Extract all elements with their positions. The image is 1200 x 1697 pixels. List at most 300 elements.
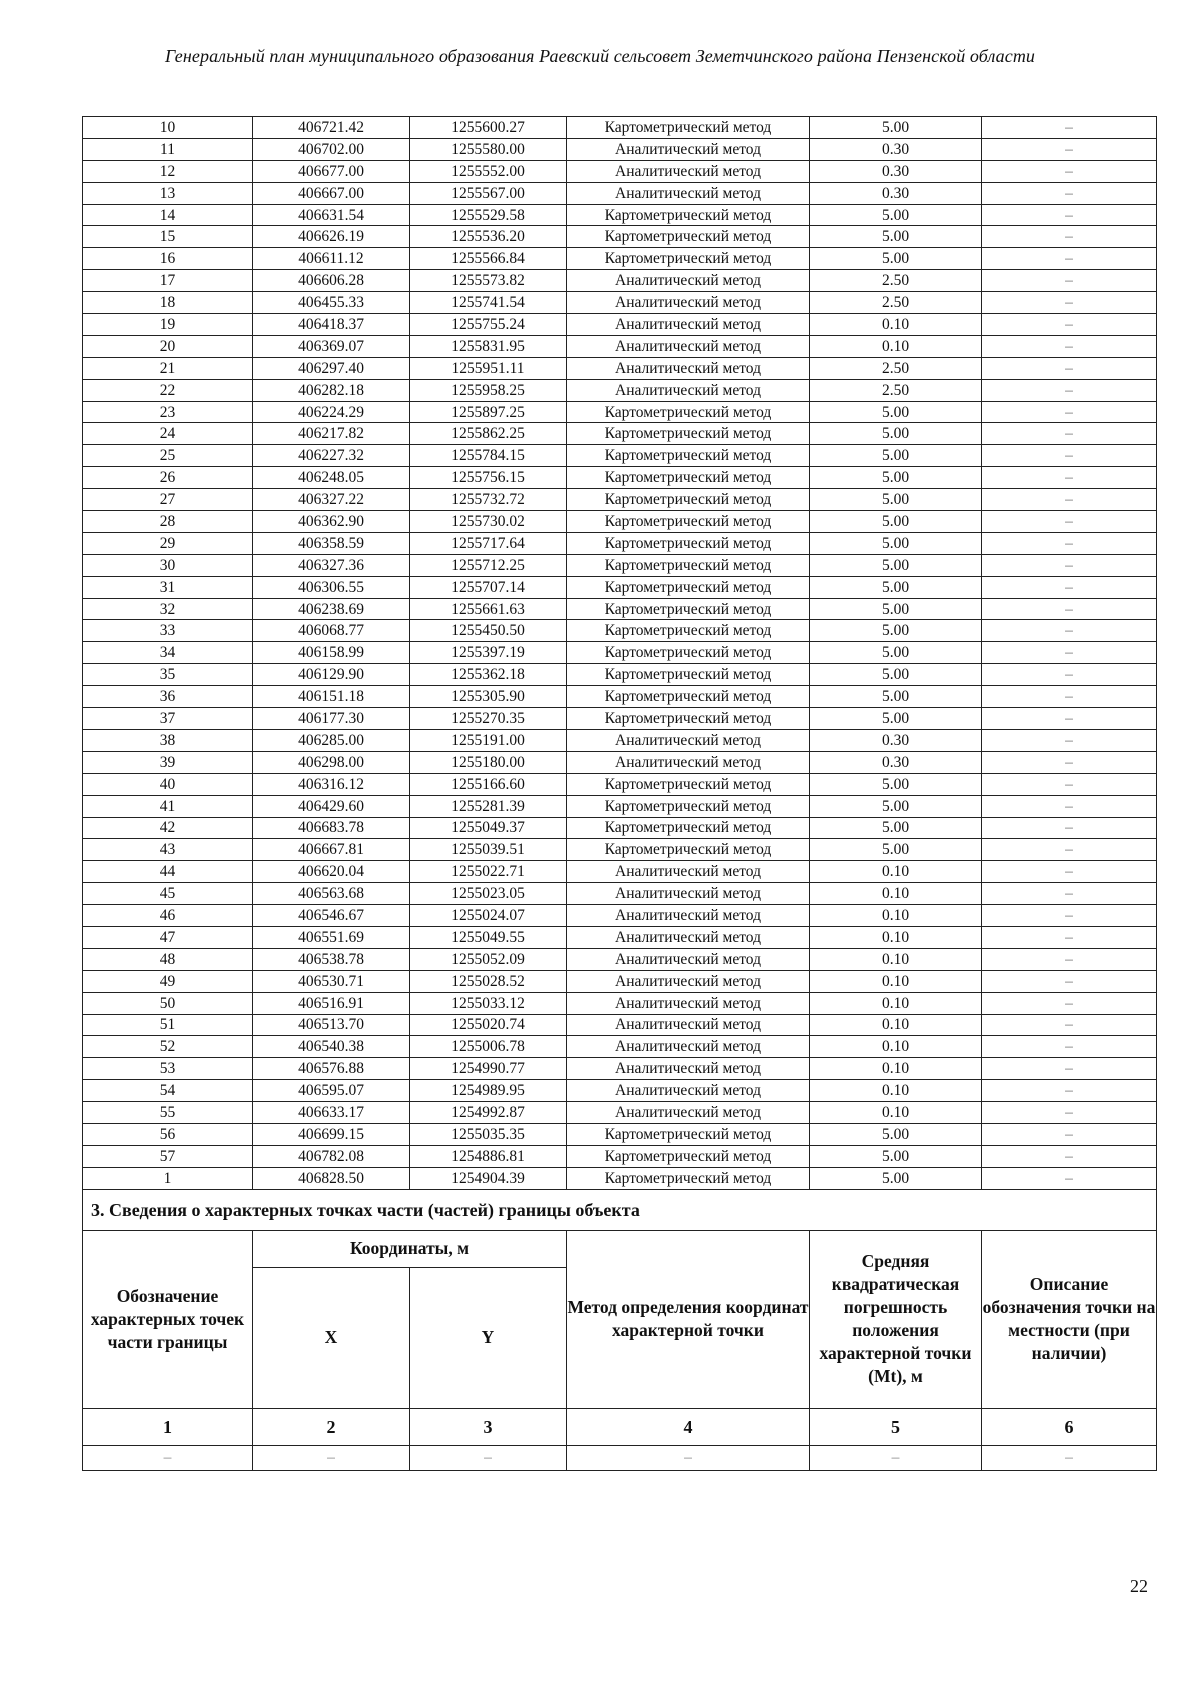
table-cell: 0.10 [810,1058,982,1080]
header-method: Метод определения координат характерной точки [567,1230,810,1408]
table-cell: 1255022.71 [410,861,567,883]
table-cell: 36 [83,686,253,708]
table-cell: 47 [83,926,253,948]
table-cell: 406513.70 [253,1014,410,1036]
column-number: 1 [83,1408,253,1445]
table-cell: 0.10 [810,1014,982,1036]
table-cell: 406540.38 [253,1036,410,1058]
table-cell: 44 [83,861,253,883]
section3-title: 3. Сведения о характерных точках части (частей) границы объекта [83,1189,1157,1230]
table-cell: 0.10 [810,314,982,336]
table-cell: 406306.55 [253,576,410,598]
table-cell: 406563.68 [253,883,410,905]
table-cell: Аналитический метод [567,1014,810,1036]
table-cell: 11 [83,138,253,160]
table-cell: – [982,992,1157,1014]
table-cell: 0.10 [810,861,982,883]
table-cell: 406551.69 [253,926,410,948]
table-cell: 406530.71 [253,970,410,992]
table-cell: 1255191.00 [410,729,567,751]
table-row [83,1102,1157,1124]
table-cell: Аналитический метод [567,970,810,992]
table-cell: – [982,292,1157,314]
table-cell: Картометрический метод [567,423,810,445]
header-error: Средняя квадратическая погрешность положения характерной точки (Mt), м [810,1230,982,1408]
column-number: 2 [253,1408,410,1445]
table-cell: 1255707.14 [410,576,567,598]
table-cell: 25 [83,445,253,467]
table-cell: – [982,642,1157,664]
table-cell: 406224.29 [253,401,410,423]
table-cell: Картометрический метод [567,1123,810,1145]
table-row [83,467,1157,489]
table-cell: 406620.04 [253,861,410,883]
table-cell: 1255028.52 [410,970,567,992]
points-table-body [83,117,1157,1190]
table-cell: Картометрический метод [567,467,810,489]
table-cell: 406667.00 [253,182,410,204]
table-cell: – [982,861,1157,883]
table-cell: 5.00 [810,686,982,708]
table-cell: – [982,489,1157,511]
table-cell: – [982,1445,1157,1470]
table-cell: 5.00 [810,620,982,642]
table-cell: – [982,138,1157,160]
table-row [83,1145,1157,1167]
table-cell: – [982,817,1157,839]
table-cell: 42 [83,817,253,839]
table-cell: 29 [83,532,253,554]
table-cell: 0.10 [810,926,982,948]
table-cell: – [982,751,1157,773]
table-cell: 406683.78 [253,817,410,839]
table-cell: 26 [83,467,253,489]
table-row [83,948,1157,970]
table-cell: 406606.28 [253,270,410,292]
table-cell: Картометрический метод [567,532,810,554]
table-cell: – [982,445,1157,467]
table-cell: 2.50 [810,379,982,401]
table-cell: 1255661.63 [410,598,567,620]
table-row [83,292,1157,314]
table-cell: 5.00 [810,511,982,533]
table-cell: 20 [83,335,253,357]
table-cell: – [982,1102,1157,1124]
table-cell: 5.00 [810,489,982,511]
table-cell: 406327.22 [253,489,410,511]
table-cell: 1255166.60 [410,773,567,795]
table-cell: – [982,664,1157,686]
table-cell: 50 [83,992,253,1014]
table-cell: Картометрический метод [567,598,810,620]
table-cell: 46 [83,905,253,927]
table-row [83,554,1157,576]
table-cell: 1255035.35 [410,1123,567,1145]
table-cell: 406238.69 [253,598,410,620]
table-cell: Картометрический метод [567,401,810,423]
table-cell: Аналитический метод [567,314,810,336]
table-cell: 24 [83,423,253,445]
table-row [83,1058,1157,1080]
table-row [83,664,1157,686]
table-cell: 12 [83,160,253,182]
table-cell: 1255049.37 [410,817,567,839]
table-row [83,598,1157,620]
table-cell: 406626.19 [253,226,410,248]
table-cell: 406177.30 [253,708,410,730]
table-cell: – [982,226,1157,248]
table-row [83,117,1157,139]
table-cell: 1255831.95 [410,335,567,357]
table-cell: Картометрический метод [567,1145,810,1167]
table-cell: 1255732.72 [410,489,567,511]
table-row [83,795,1157,817]
table-cell: Картометрический метод [567,445,810,467]
table-cell: 5.00 [810,532,982,554]
table-cell: 0.10 [810,335,982,357]
table-cell: 48 [83,948,253,970]
table-row [83,861,1157,883]
table-cell: 5.00 [810,642,982,664]
table-cell: Картометрический метод [567,226,810,248]
table-cell: 35 [83,664,253,686]
table-cell: 1255529.58 [410,204,567,226]
page-number: 22 [1130,1576,1148,1596]
table-cell: 55 [83,1102,253,1124]
table-cell: Картометрический метод [567,204,810,226]
table-cell: 5.00 [810,708,982,730]
table-cell: 5.00 [810,554,982,576]
table-cell: 1255958.25 [410,379,567,401]
table-cell: Аналитический метод [567,992,810,1014]
table-cell: Картометрический метод [567,642,810,664]
table-cell: 22 [83,379,253,401]
table-cell: 5.00 [810,773,982,795]
table-cell: 406782.08 [253,1145,410,1167]
table-row [83,138,1157,160]
table-cell: Картометрический метод [567,117,810,139]
table-cell: Картометрический метод [567,686,810,708]
table-cell: – [982,511,1157,533]
table-cell: – [982,335,1157,357]
table-cell: 1255573.82 [410,270,567,292]
table-cell: Аналитический метод [567,270,810,292]
table-cell: 406248.05 [253,467,410,489]
table-cell: – [982,1014,1157,1036]
table-cell: 1255717.64 [410,532,567,554]
table-cell: Картометрический метод [567,817,810,839]
table-cell: 406455.33 [253,292,410,314]
table-cell: Аналитический метод [567,292,810,314]
header-y: Y [410,1267,567,1408]
table-cell: Картометрический метод [567,248,810,270]
table-cell: Аналитический метод [567,861,810,883]
table-cell: – [982,379,1157,401]
table-cell: 406316.12 [253,773,410,795]
table-cell: 406828.50 [253,1167,410,1189]
table-cell: 406699.15 [253,1123,410,1145]
table-cell: – [982,970,1157,992]
table-cell: – [982,357,1157,379]
table-cell: 0.10 [810,970,982,992]
table-cell: 1255033.12 [410,992,567,1014]
table-cell: Аналитический метод [567,729,810,751]
table-cell: Аналитический метод [567,948,810,970]
table-cell: 406298.00 [253,751,410,773]
table-cell: – [982,1167,1157,1189]
table-cell: 1255281.39 [410,795,567,817]
table-cell: – [982,1145,1157,1167]
table-cell: 1255039.51 [410,839,567,861]
table-cell: Аналитический метод [567,138,810,160]
table-cell: 34 [83,642,253,664]
table-cell: – [982,314,1157,336]
table-cell: Аналитический метод [567,1102,810,1124]
table-cell: 5.00 [810,423,982,445]
table-cell: Картометрический метод [567,554,810,576]
coordinates-table [82,116,1157,1471]
table-cell: 30 [83,554,253,576]
column-number: 5 [810,1408,982,1445]
table-cell: 406327.36 [253,554,410,576]
table-cell: 406538.78 [253,948,410,970]
table-cell: – [982,839,1157,861]
table-cell: 0.30 [810,751,982,773]
table-cell: Аналитический метод [567,1080,810,1102]
table-row [83,773,1157,795]
table-cell: 0.10 [810,1080,982,1102]
table-cell: – [982,554,1157,576]
table-cell: 19 [83,314,253,336]
table-cell: 31 [83,576,253,598]
table-cell: 15 [83,226,253,248]
table-cell: – [982,905,1157,927]
table-cell: Картометрический метод [567,1167,810,1189]
table-cell: 0.10 [810,1102,982,1124]
table-cell: 1255049.55 [410,926,567,948]
table-cell: Аналитический метод [567,926,810,948]
table-cell: 1255052.09 [410,948,567,970]
table-cell: – [982,926,1157,948]
table-cell: 406702.00 [253,138,410,160]
table-cell: 10 [83,117,253,139]
table-cell: 1255023.05 [410,883,567,905]
table-cell: – [982,467,1157,489]
table-cell: 49 [83,970,253,992]
table-row [83,226,1157,248]
table-cell: Аналитический метод [567,905,810,927]
table-cell: 57 [83,1145,253,1167]
table-cell: 45 [83,883,253,905]
table-cell: 5.00 [810,117,982,139]
table-cell: – [982,117,1157,139]
table-cell: 1255897.25 [410,401,567,423]
section3-block [83,1189,1157,1470]
table-cell: 23 [83,401,253,423]
table-row [83,379,1157,401]
table-cell: 406611.12 [253,248,410,270]
table-cell: 5.00 [810,1123,982,1145]
table-cell: Аналитический метод [567,357,810,379]
table-cell: 1255567.00 [410,182,567,204]
table-row [83,817,1157,839]
table-cell: 406285.00 [253,729,410,751]
table-cell: 406151.18 [253,686,410,708]
table-cell: 406358.59 [253,532,410,554]
table-cell: 406297.40 [253,357,410,379]
header-designation: Обозначение характерных точек части границы [83,1230,253,1408]
table-cell: 1254886.81 [410,1145,567,1167]
table-cell: 2.50 [810,357,982,379]
table-cell: 406227.32 [253,445,410,467]
table-cell: 21 [83,357,253,379]
table-cell: Аналитический метод [567,751,810,773]
table-cell: 1255951.11 [410,357,567,379]
table-cell: 1255862.25 [410,423,567,445]
table-row [83,401,1157,423]
table-cell: – [982,773,1157,795]
table-cell: – [982,598,1157,620]
table-cell: 2.50 [810,270,982,292]
table-row [83,182,1157,204]
table-cell: Картометрический метод [567,664,810,686]
table-cell: Аналитический метод [567,182,810,204]
table-cell: 1255450.50 [410,620,567,642]
table-row [83,1080,1157,1102]
table-cell: – [982,686,1157,708]
empty-data-row [83,1445,1157,1470]
table-cell: 406721.42 [253,117,410,139]
table-row [83,532,1157,554]
table-row [83,576,1157,598]
table-row [83,839,1157,861]
column-number: 3 [410,1408,567,1445]
table-cell: 1255305.90 [410,686,567,708]
table-cell: 406595.07 [253,1080,410,1102]
table-row [83,423,1157,445]
table-cell: 1255712.25 [410,554,567,576]
table-cell: 1255741.54 [410,292,567,314]
table-cell: 51 [83,1014,253,1036]
table-cell: 5.00 [810,1167,982,1189]
table-cell: 406282.18 [253,379,410,401]
table-cell: 5.00 [810,1145,982,1167]
table-cell: 0.30 [810,138,982,160]
table-cell: 17 [83,270,253,292]
table-cell: 1255180.00 [410,751,567,773]
table-row [83,883,1157,905]
table-cell: – [982,160,1157,182]
table-cell: 1255756.15 [410,467,567,489]
table-cell: 1255600.27 [410,117,567,139]
table-cell: – [982,204,1157,226]
table-row [83,511,1157,533]
table-cell: 18 [83,292,253,314]
table-cell: 1255006.78 [410,1036,567,1058]
table-cell: – [982,1080,1157,1102]
table-cell: Картометрический метод [567,773,810,795]
table-cell: – [982,182,1157,204]
table-cell: – [982,248,1157,270]
table-cell: 5.00 [810,576,982,598]
table-cell: 0.30 [810,182,982,204]
table-cell: 0.10 [810,883,982,905]
table-cell: 5.00 [810,817,982,839]
table-cell: Аналитический метод [567,335,810,357]
table-row [83,270,1157,292]
table-cell: 5.00 [810,445,982,467]
header-coordinates: Координаты, м [253,1230,567,1267]
table-cell: 38 [83,729,253,751]
table-cell: – [982,1123,1157,1145]
table-cell: 406516.91 [253,992,410,1014]
table-cell: – [982,620,1157,642]
table-cell: 0.30 [810,160,982,182]
table-cell: 406369.07 [253,335,410,357]
table-row [83,751,1157,773]
table-cell: 5.00 [810,664,982,686]
table-cell: 54 [83,1080,253,1102]
table-row [83,204,1157,226]
table-cell: – [982,423,1157,445]
table-cell: 406667.81 [253,839,410,861]
table-cell: – [982,401,1157,423]
table-cell: 406677.00 [253,160,410,182]
table-cell: 5.00 [810,226,982,248]
table-cell: 27 [83,489,253,511]
table-cell: 5.00 [810,204,982,226]
table-cell: 16 [83,248,253,270]
table-cell: 1255270.35 [410,708,567,730]
table-cell: – [982,708,1157,730]
table-cell: Картометрический метод [567,576,810,598]
table-cell: – [982,948,1157,970]
table-cell: 406418.37 [253,314,410,336]
table-row [83,620,1157,642]
table-cell: Аналитический метод [567,1058,810,1080]
table-row [83,992,1157,1014]
table-cell: 406576.88 [253,1058,410,1080]
table-cell: Картометрический метод [567,511,810,533]
table-row [83,1014,1157,1036]
table-cell: 56 [83,1123,253,1145]
table-row [83,926,1157,948]
table-row [83,1123,1157,1145]
table-cell: 39 [83,751,253,773]
table-cell: Картометрический метод [567,708,810,730]
table-cell: 2.50 [810,292,982,314]
table-cell: – [982,576,1157,598]
table-row [83,905,1157,927]
table-row [83,686,1157,708]
table-cell: – [982,270,1157,292]
table-cell: 1254904.39 [410,1167,567,1189]
document-header: Генеральный план муниципального образования Раевский сельсовет Земетчинского района Пензенской области [164,46,1036,66]
table-cell: Аналитический метод [567,379,810,401]
table-cell: – [253,1445,410,1470]
table-row [83,1167,1157,1189]
table-cell: 13 [83,182,253,204]
table-cell: 406217.82 [253,423,410,445]
table-cell: 33 [83,620,253,642]
header-x: X [253,1267,410,1408]
table-cell: 43 [83,839,253,861]
table-cell: 1255784.15 [410,445,567,467]
table-row [83,1036,1157,1058]
table-row [83,445,1157,467]
table-cell: 52 [83,1036,253,1058]
table-cell: 1254992.87 [410,1102,567,1124]
